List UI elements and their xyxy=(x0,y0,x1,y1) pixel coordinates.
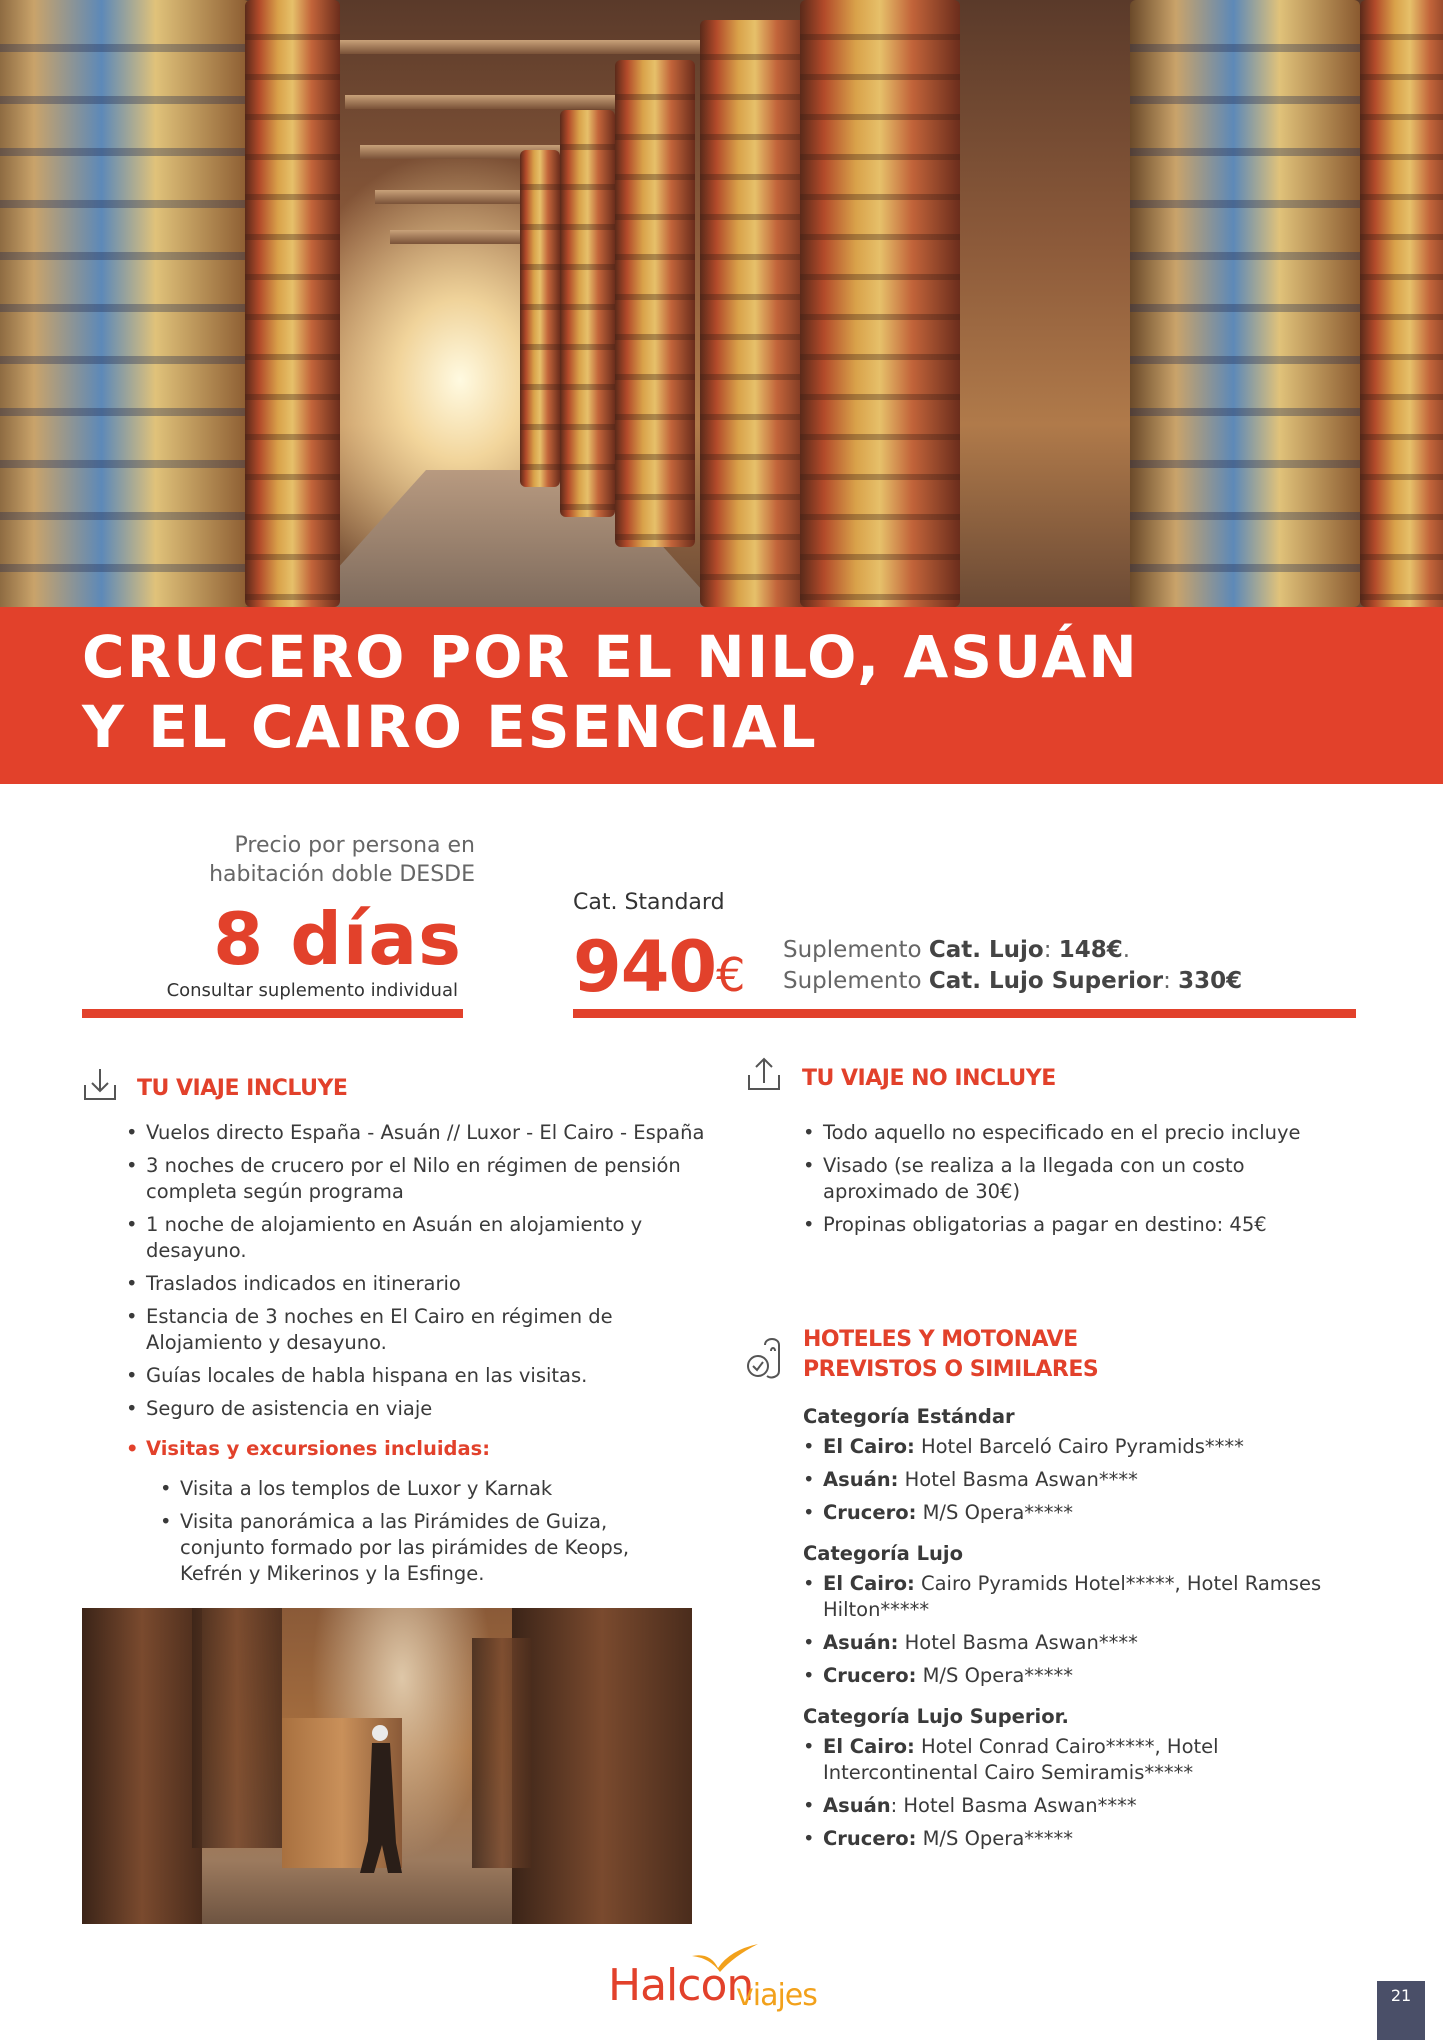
hotel-item xyxy=(803,1734,1363,1786)
list-item: • Guías locales de habla hispana en las visitas. xyxy=(126,1363,706,1389)
page-title-line1: CRUCERO POR EL NILO, ASUÁN xyxy=(82,623,1139,691)
includes-title: TU VIAJE INCLUYE xyxy=(137,1076,348,1101)
category-heading: Categoría Estándar xyxy=(803,1405,1015,1428)
supplement-price: 148€ xyxy=(1058,937,1123,963)
supplement-end: . xyxy=(1122,937,1131,963)
list-item: • Visita panorámica a las Pirámides de Guiza, conjunto formado por las pirámides de Keops, Kefrén y Mikerinos y la Esfinge. xyxy=(160,1509,690,1587)
temple-pillar xyxy=(192,1608,282,1848)
page-title-line2: Y EL CAIRO ESENCIAL xyxy=(82,693,818,761)
price-amount xyxy=(573,925,744,1017)
temple-column xyxy=(615,60,695,547)
category-heading: Categoría Lujo xyxy=(803,1542,964,1565)
hotel-item xyxy=(803,1467,1363,1493)
list-item: • Vuelos directo España - Asuán // Luxor - El Cairo - España xyxy=(126,1120,706,1146)
hero-photo xyxy=(0,0,1443,607)
hotel-name: M/S Opera***** xyxy=(916,1827,1074,1850)
hotel-item xyxy=(803,1500,1363,1526)
list-item: • Seguro de asistencia en viaje xyxy=(126,1396,706,1422)
hotel-name: M/S Opera***** xyxy=(916,1664,1074,1687)
hotel-city: Asuán: xyxy=(823,1631,899,1654)
temple-pillar xyxy=(512,1608,692,1924)
supplement-separator: : xyxy=(1163,968,1179,994)
hotel-city: Crucero: xyxy=(823,1501,917,1524)
list-item: • 3 noches de crucero por el Nilo en régimen de pensión completa según programa xyxy=(126,1153,706,1205)
temple-pillar xyxy=(472,1638,532,1868)
list-item: • Estancia de 3 noches en El Cairo en régimen de Alojamiento y desayuno. xyxy=(126,1304,706,1356)
temple-column xyxy=(800,0,960,607)
list-item: • Propinas obligatorias a pagar en destino: 45€ xyxy=(803,1212,1363,1238)
hotel-name: Hotel Basma Aswan**** xyxy=(898,1468,1138,1491)
hotel-item xyxy=(803,1571,1363,1623)
list-item: • Traslados indicados en itinerario xyxy=(126,1271,706,1297)
halcon-viajes-logo xyxy=(608,1942,848,2012)
hotel-item xyxy=(803,1630,1363,1656)
hotel-city: Crucero: xyxy=(823,1827,917,1850)
supplement-price: 330€ xyxy=(1178,968,1243,994)
walking-man-figure xyxy=(352,1723,412,1883)
supplement-prefix: Suplemento xyxy=(783,937,929,963)
list-item: • Visado (se realiza a la llegada con un costo aproximado de 30€) xyxy=(803,1153,1363,1205)
excludes-title: TU VIAJE NO INCLUYE xyxy=(802,1066,1056,1091)
list-item: • Todo aquello no especificado en el precio incluye xyxy=(803,1120,1363,1146)
visits-list xyxy=(160,1476,690,1587)
hotel-name: Hotel Barceló Cairo Pyramids**** xyxy=(914,1435,1244,1458)
category-list xyxy=(803,1434,1363,1526)
hotel-item xyxy=(803,1663,1363,1689)
hotel-item xyxy=(803,1434,1363,1460)
supplement-lujo xyxy=(783,937,1130,963)
list-item: • Visita a los templos de Luxor y Karnak xyxy=(160,1476,690,1502)
list-item: • 1 noche de alojamiento en Asuán en alojamiento y desayuno. xyxy=(126,1212,706,1264)
upload-icon xyxy=(745,1055,783,1093)
category-list xyxy=(803,1734,1363,1852)
temple-column xyxy=(1130,0,1360,607)
page-number: 21 xyxy=(1377,1981,1425,2040)
price-per-person-line1: Precio por persona en xyxy=(234,833,475,858)
hotel-city: Crucero: xyxy=(823,1664,917,1687)
price-divider-left xyxy=(82,1009,463,1018)
ceiling-beam xyxy=(330,40,710,54)
category-list xyxy=(803,1571,1363,1689)
temple-column xyxy=(0,0,250,607)
hotel-bell-icon xyxy=(745,1333,787,1381)
hotels-categories xyxy=(803,1405,1363,1852)
excludes-list xyxy=(803,1120,1363,1238)
supplement-prefix: Suplemento xyxy=(783,968,929,994)
category-heading: Categoría Lujo Superior. xyxy=(803,1705,1069,1728)
hotel-city: Asuán xyxy=(823,1794,891,1817)
single-supplement-note: Consultar suplemento individual xyxy=(166,980,458,1001)
temple-column xyxy=(245,0,340,607)
temple-column xyxy=(520,150,560,487)
supplement-category: Cat. Lujo Superior xyxy=(928,968,1164,994)
hotels-title-line2: PREVISTOS O SIMILARES xyxy=(803,1357,1099,1382)
hotel-item xyxy=(803,1793,1363,1819)
hotel-name: Hotel Basma Aswan**** xyxy=(898,1631,1138,1654)
title-band xyxy=(0,607,1443,784)
includes-list xyxy=(126,1120,706,1462)
temple-column xyxy=(1360,0,1443,607)
download-icon xyxy=(81,1065,119,1103)
trip-duration: 8 días xyxy=(213,897,462,981)
hotel-name: Cairo Pyramids Hotel*****, Hotel Ramses Hilton***** xyxy=(823,1572,1322,1621)
hotel-name: M/S Opera***** xyxy=(916,1501,1074,1524)
hotels-title-line1: HOTELES Y MOTONAVE xyxy=(803,1327,1078,1352)
supplement-lujo-superior xyxy=(783,968,1242,994)
logo-halcon: Halcon xyxy=(608,1960,754,2011)
temple-pillar xyxy=(82,1608,202,1924)
hotel-city: El Cairo: xyxy=(823,1572,915,1595)
hotel-city: El Cairo: xyxy=(823,1435,915,1458)
hotel-city: El Cairo: xyxy=(823,1735,915,1758)
category-label: Cat. Standard xyxy=(573,890,725,915)
supplement-category: Cat. Lujo xyxy=(928,937,1044,963)
hotel-city: Asuán: xyxy=(823,1468,899,1491)
price-divider-right xyxy=(573,1009,1356,1018)
karnak-photo xyxy=(82,1608,692,1924)
temple-column xyxy=(560,110,615,517)
temple-column xyxy=(700,20,810,607)
hotel-item xyxy=(803,1826,1363,1852)
visits-heading: • Visitas y excursiones incluidas: xyxy=(126,1436,706,1462)
price-per-person-line2: habitación doble DESDE xyxy=(209,862,475,887)
hotel-name: : Hotel Basma Aswan**** xyxy=(890,1794,1137,1817)
supplement-separator: : xyxy=(1043,937,1059,963)
price-currency: € xyxy=(716,948,745,1002)
price-value: 940 xyxy=(573,926,717,1008)
logo-viajes: viajes xyxy=(736,1978,817,2013)
hotel-name: Hotel Conrad Cairo*****, Hotel Intercontinental Cairo Semiramis***** xyxy=(823,1735,1219,1784)
